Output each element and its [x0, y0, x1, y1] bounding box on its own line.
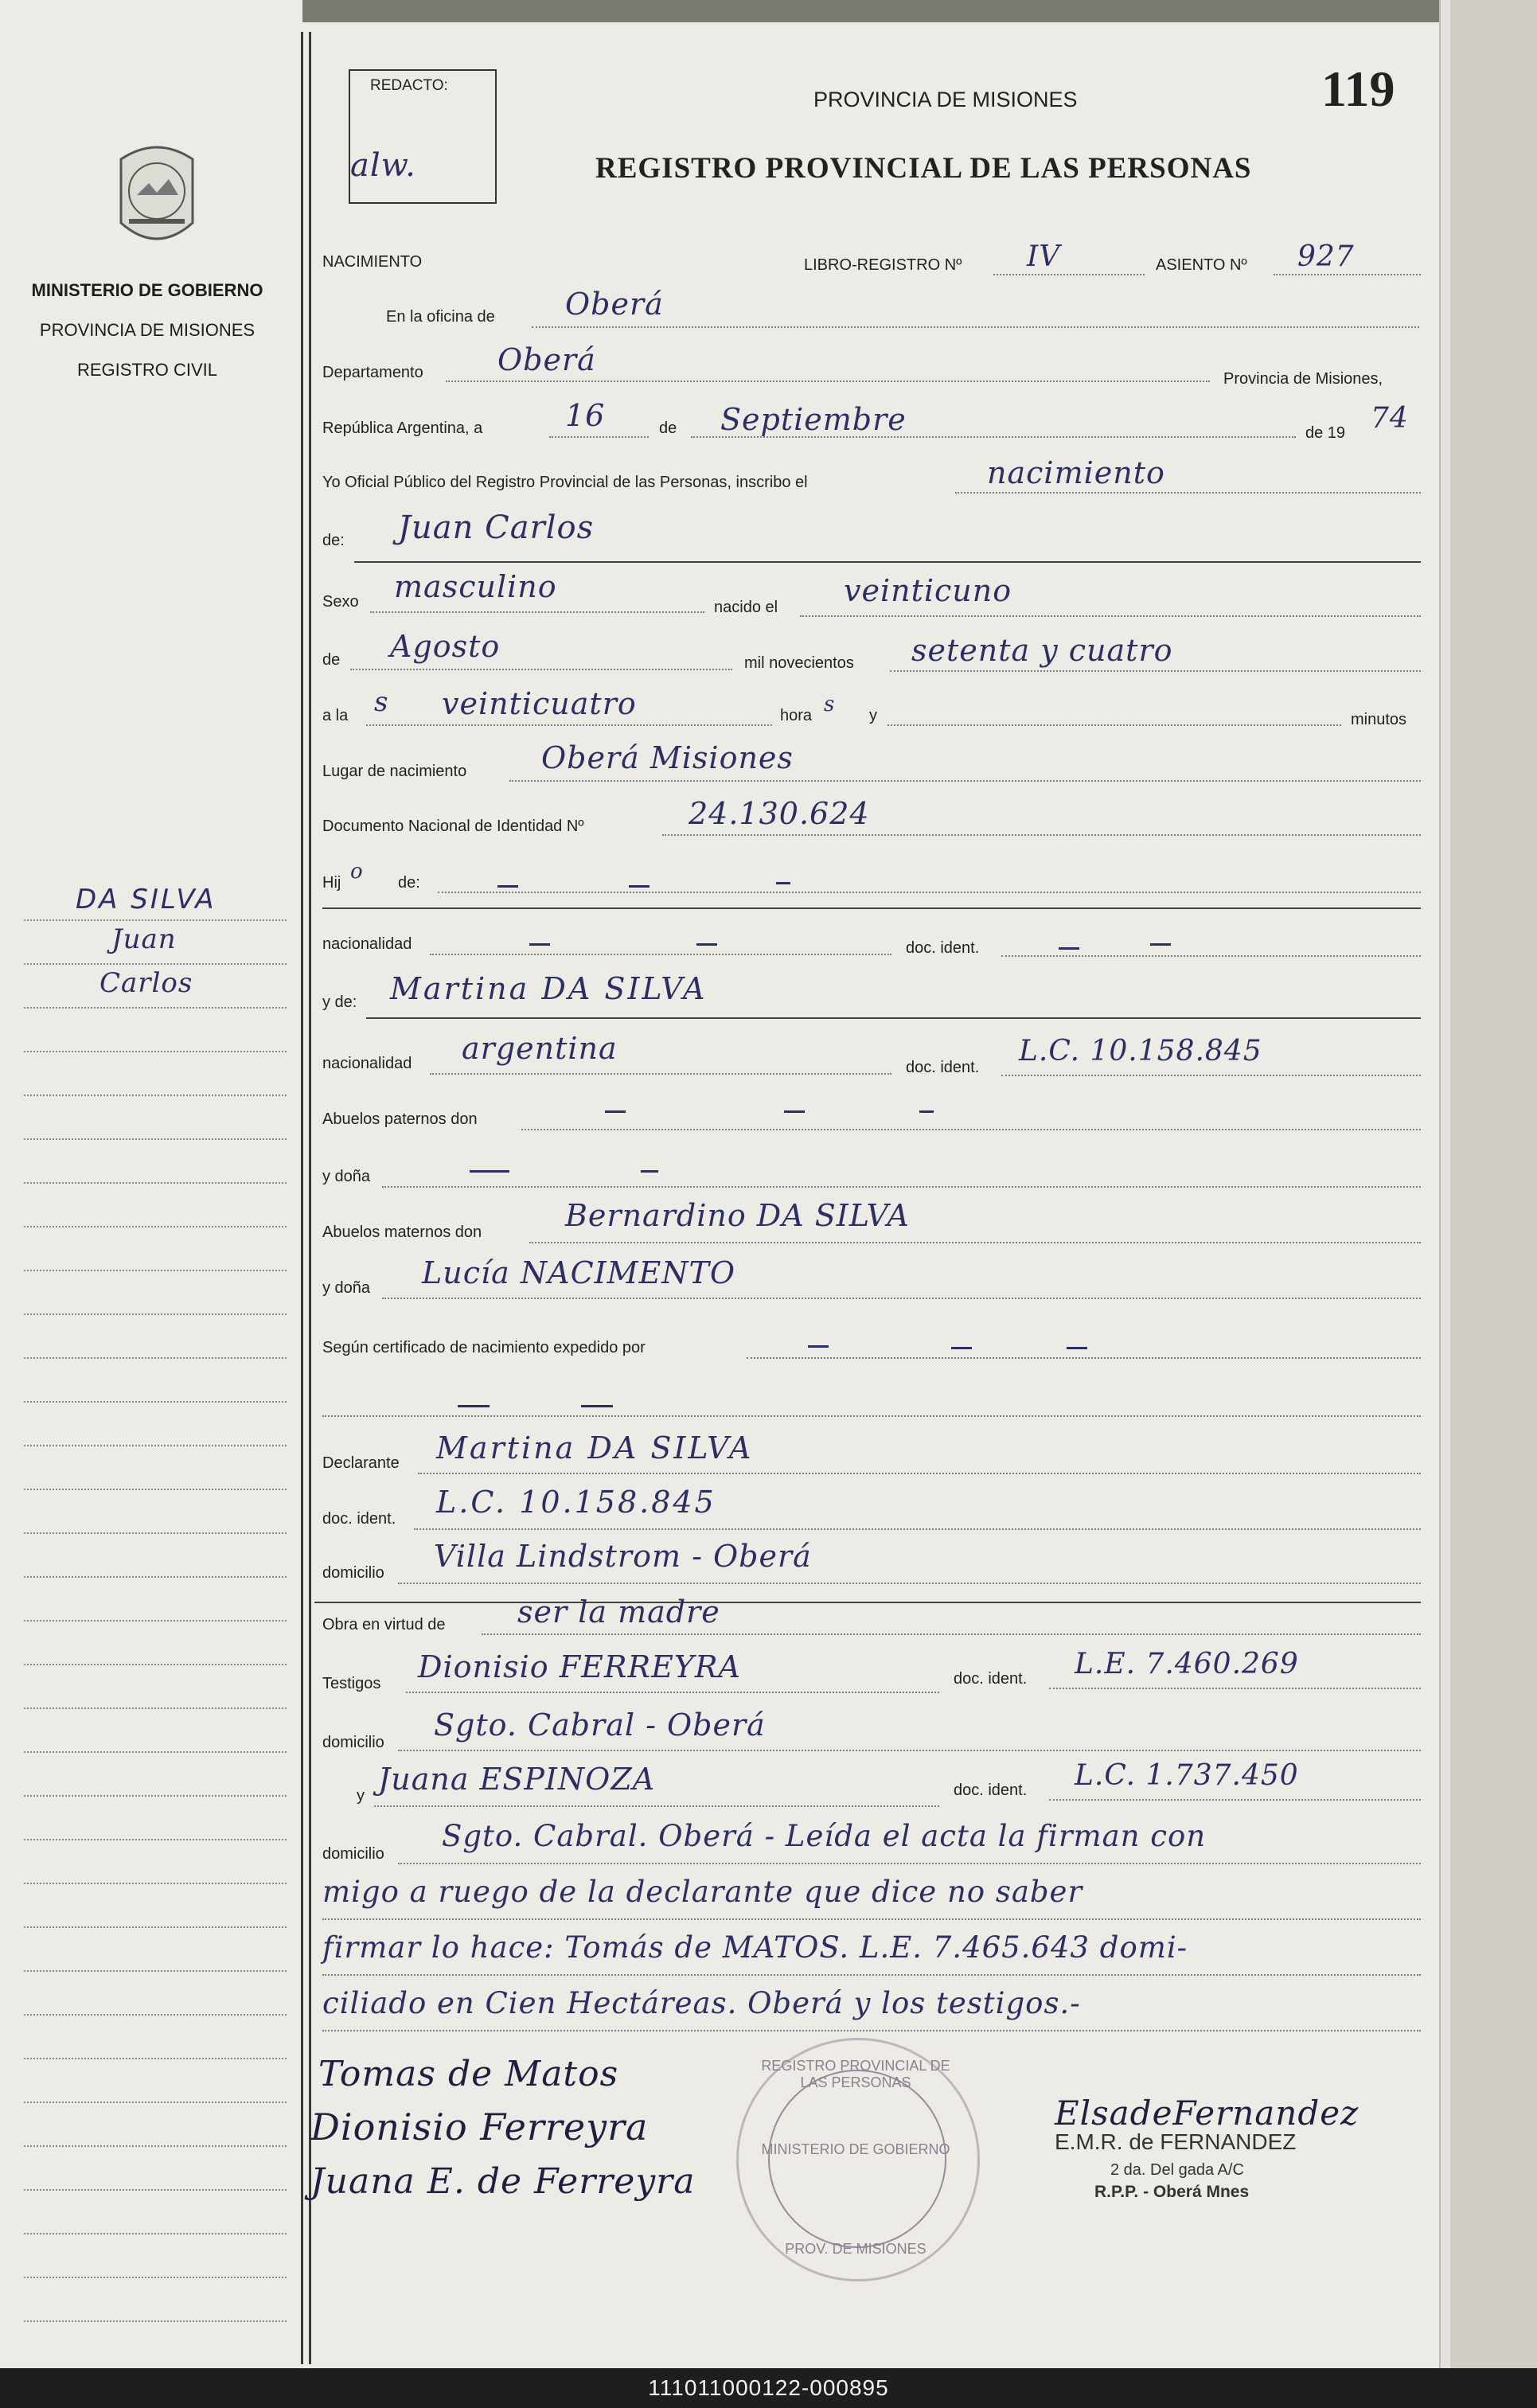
margin-rule — [301, 32, 303, 2364]
mes-value: Septiembre — [720, 402, 907, 437]
stamp-province-text: PROV. DE MISIONES — [785, 2241, 926, 2257]
dia-value: 16 — [565, 398, 606, 433]
nacido-value: veinticuno — [844, 573, 1012, 608]
departamento-value: Oberá — [497, 342, 596, 377]
ydona-label: y doña — [322, 1168, 371, 1185]
nacido-label: nacido el — [714, 599, 778, 616]
testigo2-doc-value: L.C. 1.737.450 — [1075, 1759, 1299, 1792]
de19-label: de 19 — [1305, 424, 1346, 442]
lugar-label: Lugar de nacimiento — [322, 763, 467, 780]
hijo-o: o — [350, 860, 364, 884]
observation-line-3: firmar lo hace: Tomás de MATOS. L.E. 7.465.643 domi- — [322, 1930, 1188, 1965]
de-label: de — [659, 420, 677, 437]
signature-tomas-de-matos: Tomas de Matos — [318, 2054, 619, 2094]
de2-label: de — [322, 651, 341, 669]
ala-label: a la — [322, 707, 349, 724]
ministry-title: MINISTERIO DE GOBIERNO — [31, 280, 263, 300]
horas-s: s — [824, 693, 836, 716]
signature-dionisio-ferreyra: Dionisio Ferreyra — [310, 2106, 649, 2148]
testigo1-dom-label: domicilio — [322, 1734, 384, 1751]
asiento-label: ASIENTO Nº — [1156, 256, 1247, 274]
libro-value: IV — [1027, 240, 1061, 273]
republica-label: República Argentina, a — [322, 420, 483, 437]
anio2-value: setenta y cuatro — [911, 633, 1173, 668]
nacionalidad2-label: nacionalidad — [322, 1055, 412, 1072]
signature-official: ElsadeFernandez — [1055, 2094, 1360, 2133]
oficina-label: En la oficina de — [386, 308, 495, 326]
abuelos-paternos-label: Abuelos paternos don — [322, 1110, 478, 1128]
margin-given-name: Juan — [111, 923, 177, 955]
stamp-registry-text: REGISTRO PROVINCIAL DE LAS PERSONAS — [761, 2058, 950, 2090]
official-stamp-inner — [768, 2070, 946, 2248]
redacto-label: REDACTO: — [370, 77, 448, 94]
departamento-label: Departamento — [322, 364, 423, 381]
de-colon-label: de: — [322, 532, 345, 549]
testigo2-dom-value: Sgto. Cabral. Oberá - Leída el acta la firman con — [442, 1819, 1207, 1853]
testigo2-dom-label: domicilio — [322, 1845, 384, 1863]
abuelo-materno-value: Bernardino DA SILVA — [565, 1198, 910, 1233]
province-heading: PROVINCIA DE MISIONES — [813, 88, 1078, 111]
ydona2-label: y doña — [322, 1279, 371, 1297]
testigo2-value: Juana ESPINOZA — [378, 1762, 656, 1797]
testigo1-doc-value: L.E. 7.460.269 — [1075, 1648, 1299, 1680]
hora-value: veinticuatro — [442, 686, 637, 721]
ala-value: s — [374, 686, 389, 718]
ministry-registry: REGISTRO CIVIL — [76, 360, 218, 380]
nacionalidad2-value: argentina — [462, 1031, 618, 1066]
stamp-ministry-text: MINISTERIO DE GOBIERNO — [761, 2141, 950, 2157]
testigo1-value: Dionisio FERREYRA — [418, 1649, 741, 1684]
madre-value: Martina DA SILVA — [390, 971, 708, 1006]
nacionalidad-label: nacionalidad — [322, 935, 412, 953]
decl-dom-value: Villa Lindstrom - Oberá — [434, 1539, 812, 1574]
abuela-materna-value: Lucía NACIMENTO — [422, 1255, 736, 1290]
sexo-label: Sexo — [322, 593, 359, 611]
segun-label: Según certificado de nacimiento expedido por — [322, 1339, 646, 1356]
mil-label: mil novecientos — [744, 654, 854, 672]
y-label: y — [869, 707, 877, 724]
margin-rule-inner — [309, 32, 311, 2364]
horas-label: hora — [780, 707, 813, 724]
testigo2-doc-label: doc. ident. — [954, 1782, 1028, 1799]
sexo-value: masculino — [394, 569, 557, 604]
obra-value: ser la madre — [517, 1594, 720, 1629]
dni-label: Documento Nacional de Identidad Nº — [322, 818, 584, 835]
page-top-edge — [302, 0, 1496, 22]
signature-juana-ferreyra: Juana E. de Ferreyra — [310, 2161, 696, 2202]
abuelos-maternos-label: Abuelos maternos don — [322, 1224, 482, 1241]
anio-value: 74 — [1371, 402, 1409, 435]
decl-doc-value: L.C. 10.158.845 — [436, 1485, 716, 1520]
registry-heading: REGISTRO PROVINCIAL DE LAS PERSONAS — [595, 152, 1252, 185]
ministry-province: PROVINCIA DE MISIONES — [39, 320, 256, 340]
hijo-label: Hij — [322, 874, 341, 892]
testigos-label: Testigos — [322, 1675, 381, 1692]
lugar-value: Oberá Misiones — [541, 740, 794, 775]
official-office: R.P.P. - Oberá Mnes — [1094, 2183, 1250, 2201]
testigo1-doc-label: doc. ident. — [954, 1670, 1028, 1688]
binding-strip — [1450, 0, 1537, 2368]
obra-label: Obra en virtud de — [322, 1616, 446, 1633]
official-name: E.M.R. de FERNANDEZ — [1055, 2129, 1297, 2154]
docident2-value: L.C. 10.158.845 — [1019, 1035, 1262, 1067]
provincial-seal-icon — [105, 135, 209, 255]
declarante-label: Declarante — [322, 1454, 400, 1472]
mes2-value: Agosto — [390, 629, 501, 664]
declarante-value: Martina DA SILVA — [436, 1430, 754, 1465]
official-role: 2 da. Del gada A/C — [1110, 2161, 1244, 2179]
nacimiento-label: NACIMIENTO — [322, 253, 423, 271]
testigo1-dom-value: Sgto. Cabral - Oberá — [434, 1707, 766, 1743]
oficina-value: Oberá — [565, 287, 664, 322]
hijo-de-label: de: — [398, 874, 420, 892]
margin-notes-area — [24, 892, 287, 2340]
provincia-label: Provincia de Misiones, — [1223, 370, 1383, 388]
nombre-value: Juan Carlos — [398, 509, 595, 546]
asiento-value: 927 — [1297, 240, 1355, 273]
decl-doc-label: doc. ident. — [322, 1510, 396, 1528]
margin-middle-name: Carlos — [99, 967, 193, 999]
docident-label: doc. ident. — [906, 939, 980, 957]
redacto-initials: alw. — [350, 147, 416, 184]
docident2-label: doc. ident. — [906, 1059, 980, 1076]
observation-line-4: ciliado en Cien Hectáreas. Oberá y los testigos.- — [322, 1986, 1081, 2020]
yo-oficial-label: Yo Oficial Público del Registro Provincial de las Personas, inscribo el — [322, 474, 808, 491]
document-code: 111011000122-000895 — [0, 2368, 1537, 2408]
dni-value: 24.130.624 — [689, 796, 870, 831]
y2-label: y — [357, 1787, 365, 1805]
margin-surname: DA SILVA — [76, 884, 217, 915]
yde-label: y de: — [322, 993, 357, 1011]
inscribo-value: nacimiento — [987, 455, 1165, 490]
minutos-label: minutos — [1351, 711, 1407, 728]
page-number: 119 — [1321, 60, 1395, 117]
observation-line-2: migo a ruego de la declarante que dice no saber — [322, 1875, 1083, 1909]
libro-label: LIBRO-REGISTRO Nº — [804, 256, 962, 274]
decl-dom-label: domicilio — [322, 1564, 384, 1582]
